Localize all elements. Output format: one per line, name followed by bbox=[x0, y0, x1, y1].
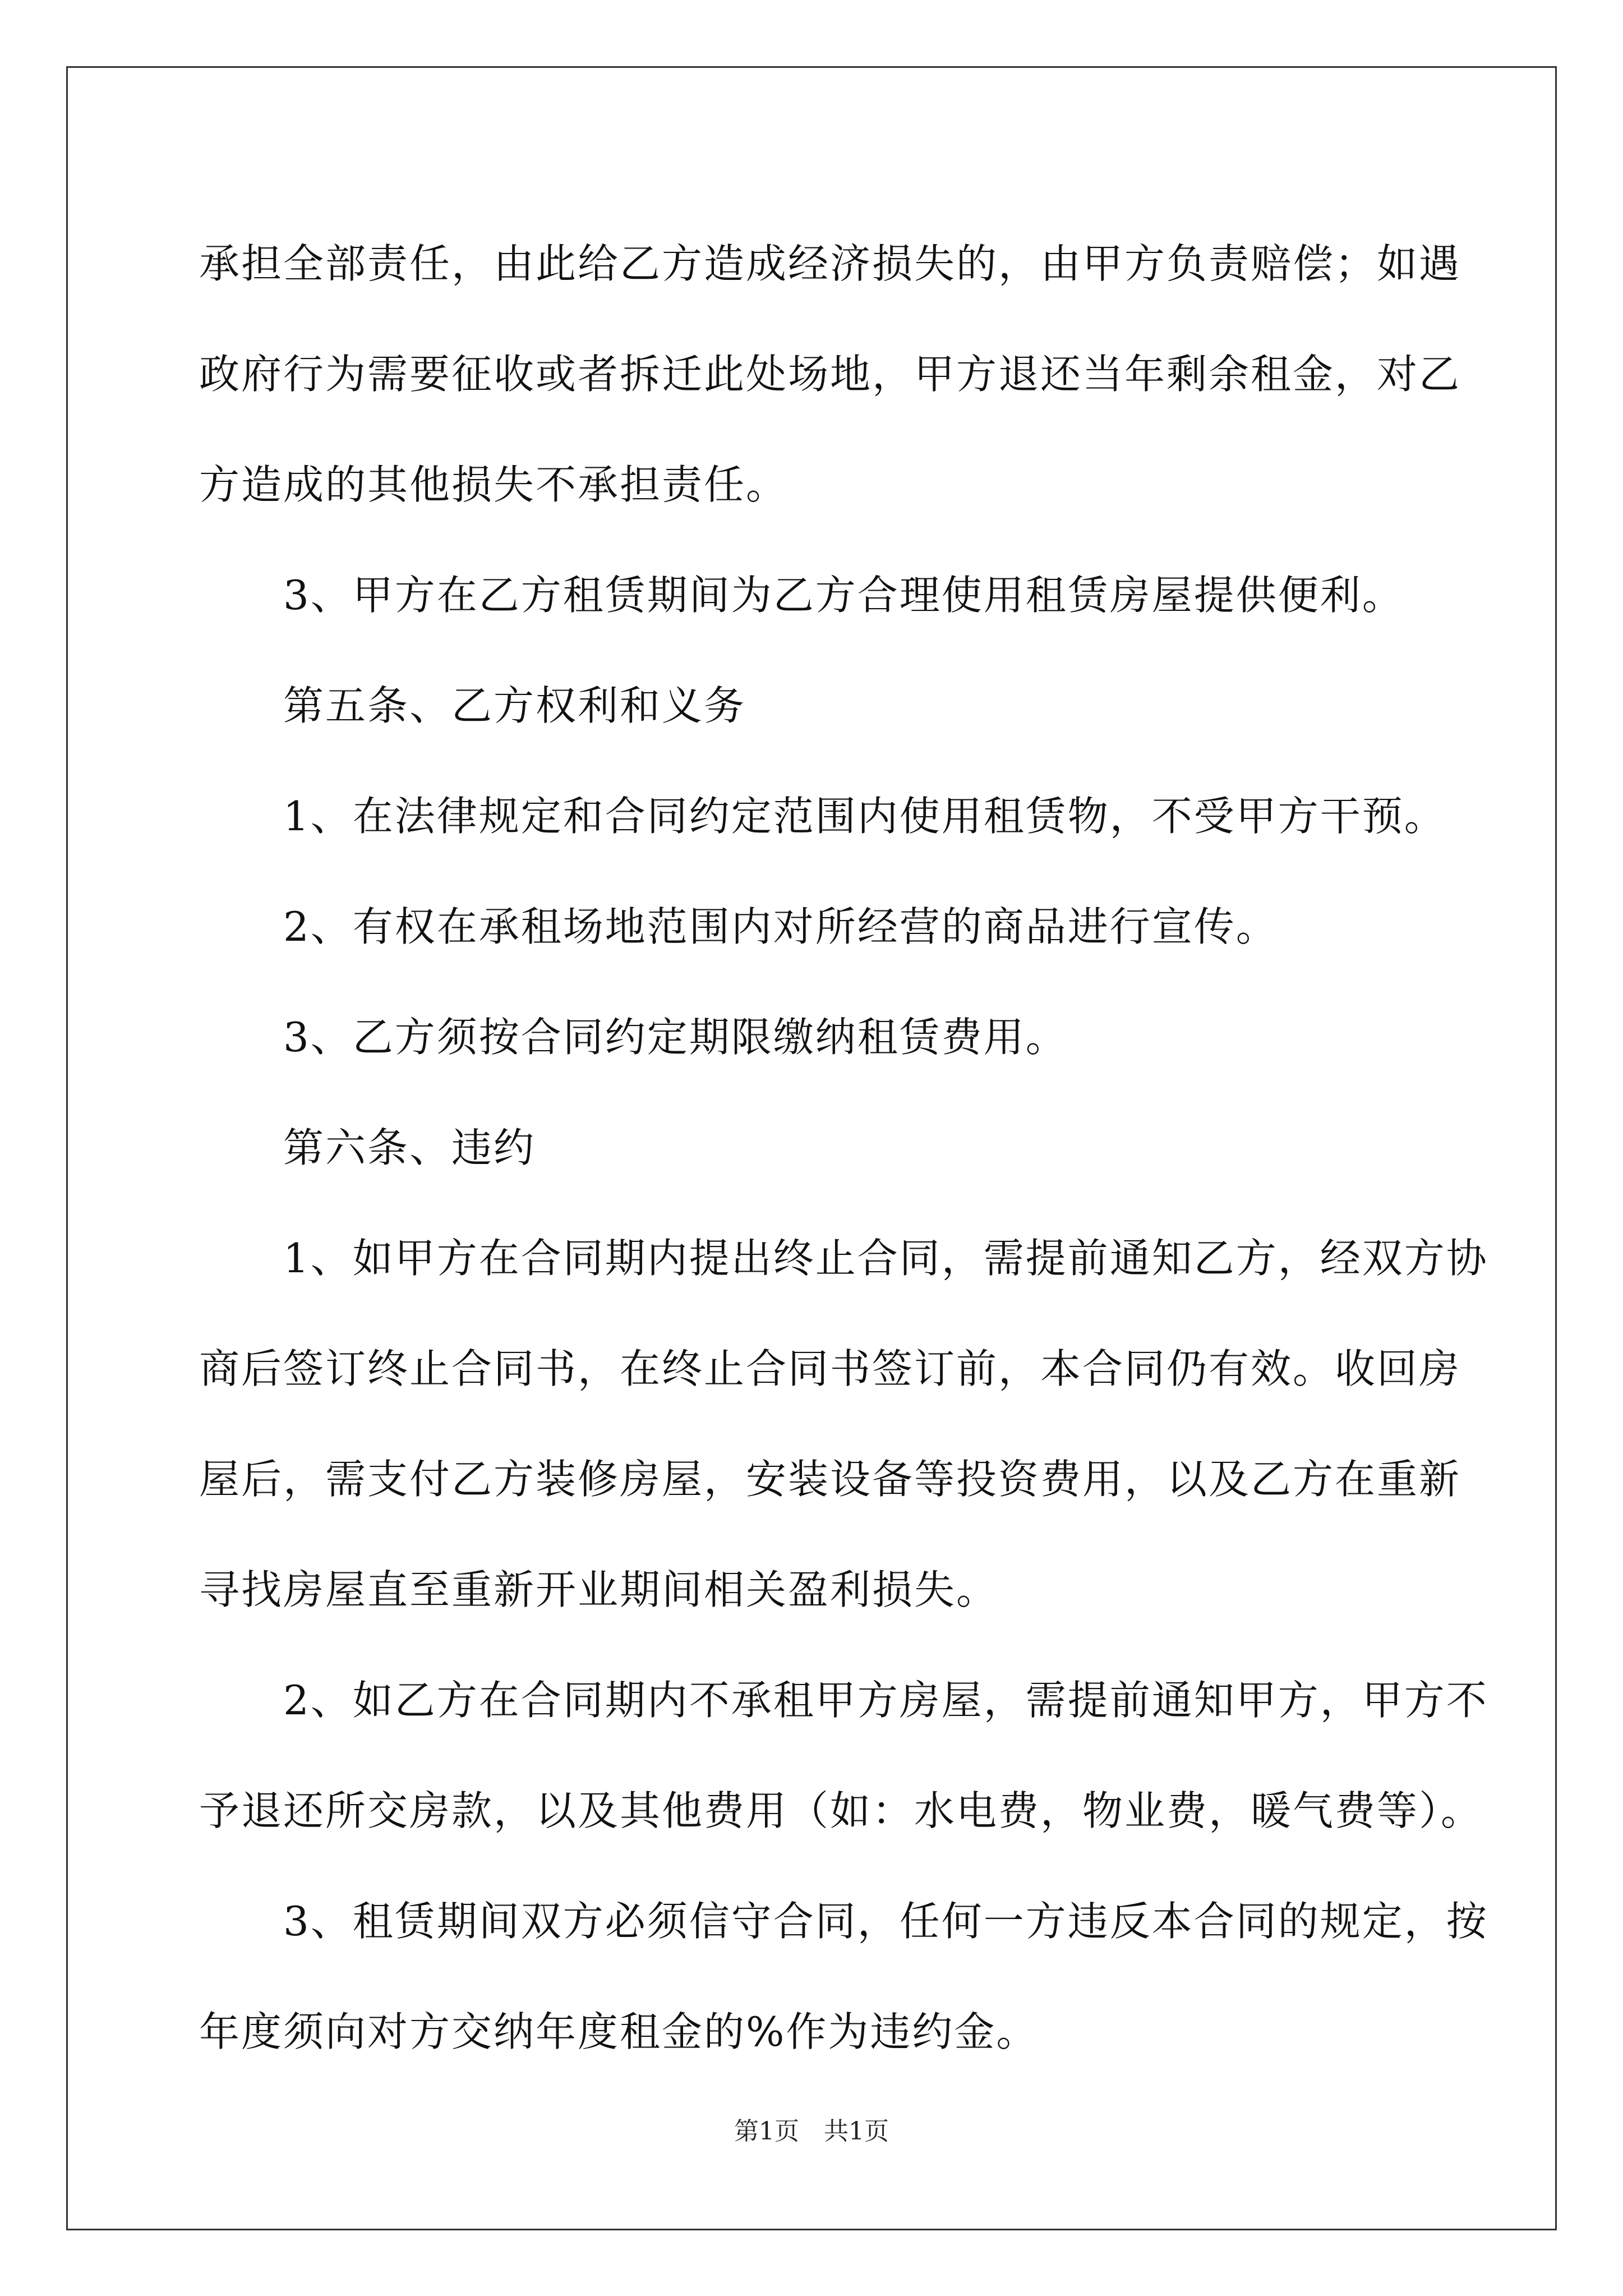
page-footer bbox=[0, 2115, 1623, 2148]
text-line: 1、如甲方在合同期内提出终止合同，需提前通知乙方，经双方协 bbox=[199, 1235, 1488, 1282]
text-line: 2、有权在承租场地范围内对所经营的商品进行宣传。 bbox=[199, 903, 1278, 950]
text-line: 予退还所交房款，以及其他费用（如：水电费，物业费，暖气费等）。 bbox=[199, 1787, 1483, 1834]
text-line: 3、甲方在乙方租赁期间为乙方合理使用租赁房屋提供便利。 bbox=[199, 572, 1404, 619]
text-line: 屋后，需支付乙方装修房屋，安装设备等投资费用，以及乙方在重新 bbox=[199, 1456, 1461, 1503]
text-line: 1、在法律规定和合同约定范围内使用租赁物，不受甲方干预。 bbox=[199, 793, 1446, 840]
text-line: 年度须向对方交纳年度租金的%作为违约金。 bbox=[199, 2008, 1039, 2055]
text-line: 2、如乙方在合同期内不承租甲方房屋，需提前通知甲方，甲方不 bbox=[199, 1677, 1488, 1724]
text-line: 承担全部责任，由此给乙方造成经济损失的，由甲方负责赔偿；如遇 bbox=[199, 240, 1461, 287]
text-line: 政府行为需要征收或者拆迁此处场地，甲方退还当年剩余租金，对乙 bbox=[199, 351, 1461, 398]
text-line: 商后签订终止合同书，在终止合同书签订前，本合同仍有效。收回房 bbox=[199, 1345, 1461, 1392]
text-line: 方造成的其他损失不承担责任。 bbox=[199, 461, 789, 508]
page-number: 第1页 共1页 bbox=[734, 2117, 889, 2146]
section-heading: 第六条、违约 bbox=[199, 1124, 536, 1171]
text-line: 3、乙方须按合同约定期限缴纳租赁费用。 bbox=[199, 1014, 1068, 1061]
document-body bbox=[199, 209, 1488, 2087]
text-line: 3、租赁期间双方必须信守合同，任何一方违反本合同的规定，按 bbox=[199, 1898, 1488, 1945]
text-line: 寻找房屋直至重新开业期间相关盈利损失。 bbox=[199, 1566, 999, 1613]
section-heading: 第五条、乙方权利和义务 bbox=[199, 682, 746, 729]
